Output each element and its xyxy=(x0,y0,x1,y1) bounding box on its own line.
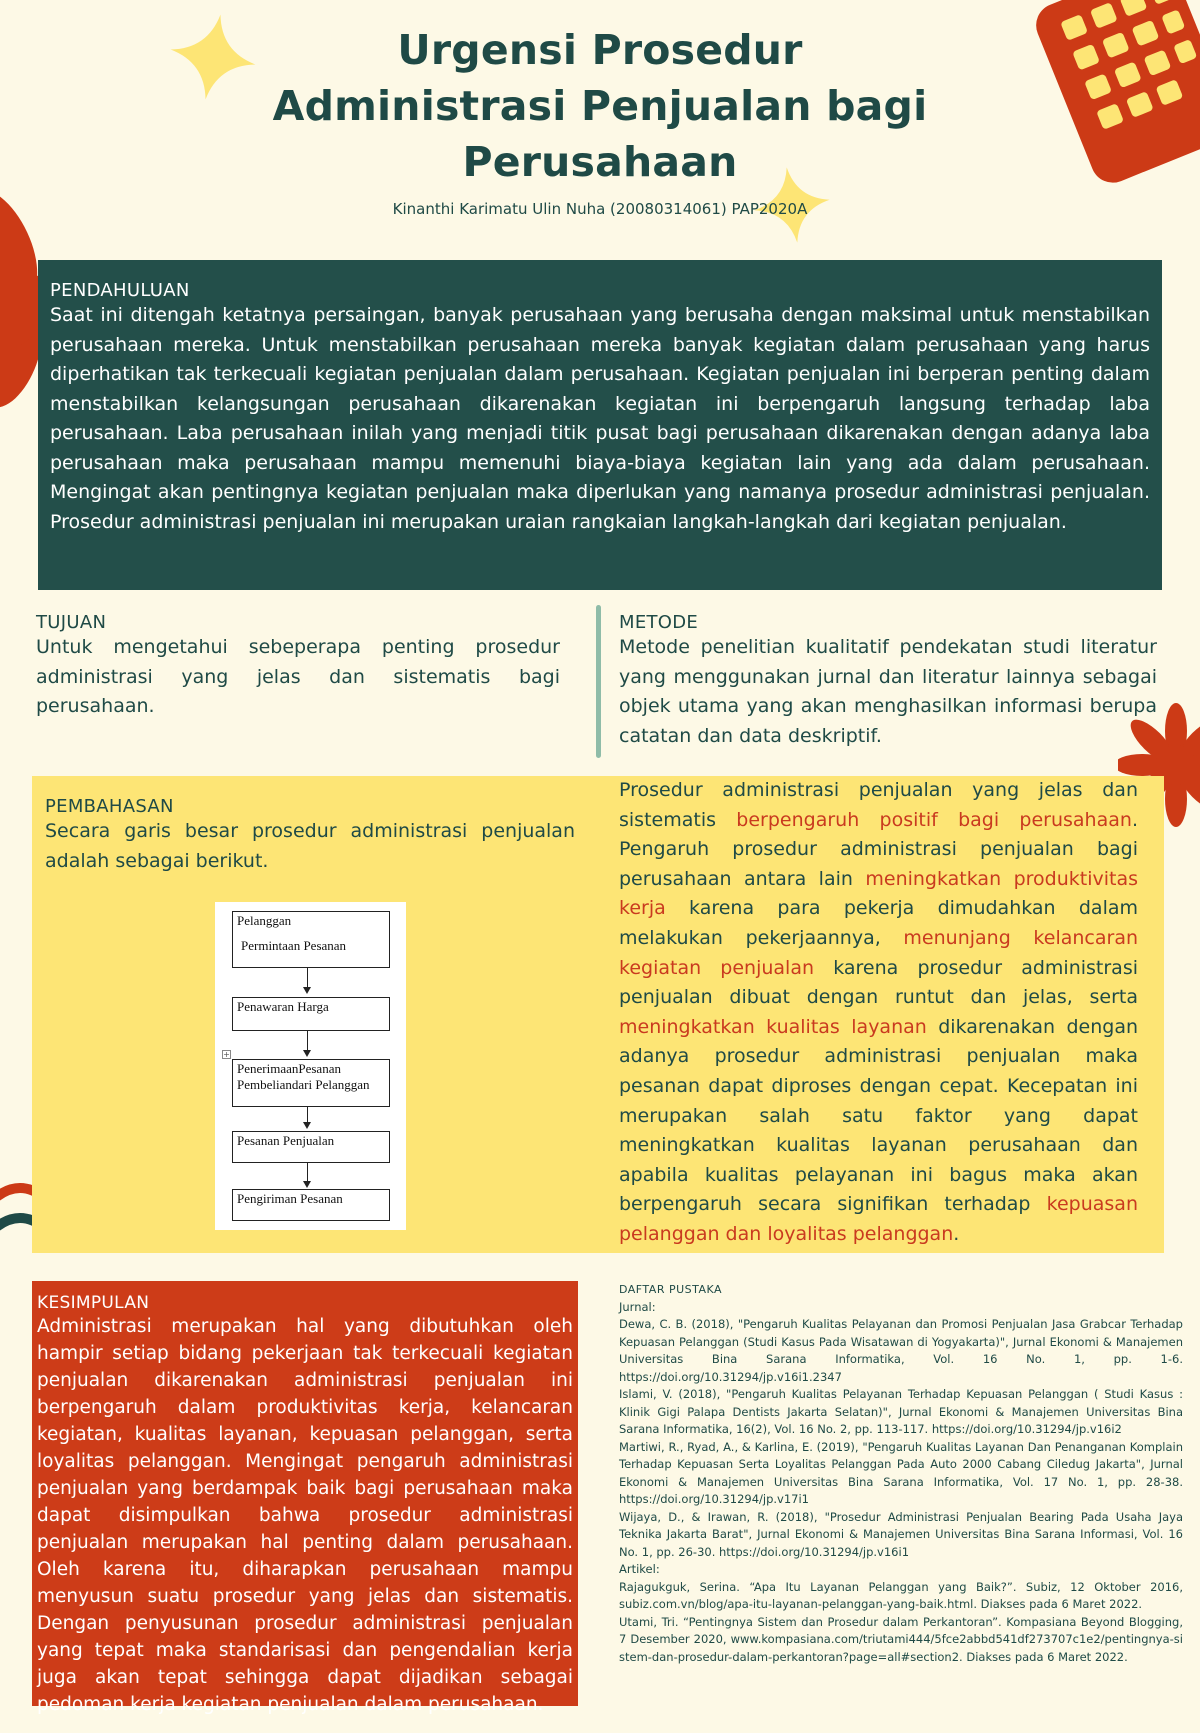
pembahasan-intro: Secara garis besar prosedur administrasi penjualan adalah sebagai berikut. xyxy=(45,820,575,872)
flow-step-5-label: Pengiriman Pesanan xyxy=(237,1191,343,1206)
body-text: dikarenakan dengan adanya prosedur administrasi penjualan maka pesanan dapat diproses dengan cepat. Kecepatan ini merupakan salah satu faktor yang dapat meningkatkan kualitas layanan perusahaan dan apabila kualitas pelayanan ini bagus maka akan berpengaruh secara signifikan terhadap xyxy=(619,1015,1138,1216)
flow-move-handle-icon: + xyxy=(223,1050,230,1059)
author-line: Kinanthi Karimatu Ulin Nuha (20080314061) PAP2020A xyxy=(392,200,808,218)
pembahasan-section xyxy=(45,796,575,876)
title-line-1: Urgensi Prosedur xyxy=(397,26,803,74)
procedure-flowchart xyxy=(215,902,406,1230)
reference-item: Rajagukguk, Serina. “Apa Itu Layanan Pelanggan yang Baik?”. Subiz, 12 Oktober 2016, subiz.com.vn/blog/apa-itu-layanan-pelanggan-yang-baik.html. Diakses pada 6 Maret 2022. xyxy=(619,1579,1183,1611)
tujuan-body: Untuk mengetahui sebeperapa penting prosedur administrasi yang jelas dan sistematis bagi perusahaan. xyxy=(36,636,560,718)
daftar-pustaka-heading: DAFTAR PUSTAKA xyxy=(619,1283,723,1296)
pendahuluan-body: Saat ini ditengah ketatnya persaingan, banyak perusahaan yang berusaha dengan maksimal untuk menstabilkan perusahaan mereka. Untuk menstabilkan perusahaan mereka banyak kegiatan dalam perusahaan yang harus diperhatikan tak terkecuali kegiatan penjualan dalam perusahaan. Kegiatan penjualan ini berperan penting dalam menstabilkan kelangsungan perusahaan dikarenakan kegiatan ini berpengaruh langsung terhadap laba perusahaan. Laba perusahaan inilah yang menjadi titik pusat bagi perusahaan dikarenakan dengan adanya laba perusahaan maka perusahaan mampu memenuhi biaya-biaya kegiatan lain yang ada dalam perusahaan. Mengingat akan pentingnya kegiatan penjualan maka diperlukan yang namanya prosedur administrasi penjualan. Prosedur administrasi penjualan ini merupakan uraian rangkaian langkah-langkah dari kegiatan penjualan. xyxy=(50,304,1150,533)
flow-step-pelanggan xyxy=(232,911,390,968)
daftar-pustaka-section xyxy=(619,1281,1183,1666)
highlight-text: meningkatkan produktivitas kerja xyxy=(619,867,1138,920)
highlight-text: meningkatkan kualitas layanan xyxy=(619,1015,927,1038)
body-text: . xyxy=(953,1222,960,1245)
flow-step-pengiriman xyxy=(232,1189,390,1221)
reference-item: Martiwi, R., Ryad, A., & Karlina, E. (2019), "Pengaruh Kualitas Layanan Dan Penanganan Komplain Terhadap Kepuasan Serta Loyalitas Pelanggan Pada Auto 2000 Cabang Ciledug Jakarta", Jurnal Ekonomi & Manajemen Universitas Bina Sarana Informatika, Vol. 17 No. 1, pp. 28-38. https://doi.org/10.31294/jp.v17i1 xyxy=(619,1439,1183,1506)
pembahasan-body xyxy=(619,776,1138,1250)
kesimpulan-body: Administrasi merupakan hal yang dibutuhkan oleh hampir setiap bidang pekerjaan tak terkecuali kegiatan penjualan dikarenakan administrasi penjualan ini berpengaruh dalam produktivitas kerja, kelancaran kegiatan, kualitas layanan, kepuasan pelanggan, serta loyalitas pelanggan. Mengingat pengaruh administrasi penjualan yang berdampak baik bagi perusahaan maka dapat disimpulkan bahwa prosedur administrasi penjualan merupakan hal penting dalam perusahaan. Oleh karena itu, diharapkan perusahaan mampu menyusun suatu prosedur yang jelas dan sistematis. Dengan penyusunan prosedur administrasi penjualan yang tepat maka standarisasi dan pengendalian kerja juga akan tepat sehingga dapat dijadikan sebagai pedoman kerja kegiatan penjualan dalam perusahaan. xyxy=(37,1316,573,1715)
metode-heading: METODE xyxy=(619,612,699,633)
body-text: Prosedur administrasi penjualan yang jelas dan sistematis xyxy=(619,779,1138,831)
tujuan-heading: TUJUAN xyxy=(36,612,107,633)
tujuan-section xyxy=(36,612,560,722)
jurnal-label: Jurnal: xyxy=(619,1299,656,1314)
kesimpulan-section xyxy=(32,1281,578,1715)
kesimpulan-heading: KESIMPULAN xyxy=(37,1293,150,1313)
highlight-text: kepuasan pelanggan dan loyalitas pelanggan xyxy=(619,1193,1138,1245)
flow-step-1a-label: Pelanggan xyxy=(237,913,292,928)
flow-arrow xyxy=(307,1163,308,1183)
highlight-text: berpengaruh positif bagi perusahaan xyxy=(736,808,1132,831)
flow-step-3b-label: Pembeliandari Pelanggan xyxy=(237,1077,370,1092)
flow-arrow xyxy=(307,968,308,989)
body-text: . Pengaruh prosedur administrasi penjualan bagi perusahaan antara lain xyxy=(619,808,1138,890)
flow-step-1b-label: Permintaan Pesanan xyxy=(241,938,347,953)
reference-item: Wijaya, D., & Irawan, R. (2018), "Prosedur Administrasi Penjualan Bearing Pada Usaha Jaya Teknika Jakarta Barat", Jurnal Ekonomi & Manajemen Universitas Bina Sarana Informasi, Vol. 16 No. 1, pp. 26-30. https://doi.org/10.31294/jp.v16i1 xyxy=(619,1509,1183,1559)
highlight-text: menunjang kelancaran kegiatan penjualan xyxy=(619,926,1138,979)
reference-item: Dewa, C. B. (2018), "Pengaruh Kualitas Pelayanan dan Promosi Penjualan Jasa Grabcar Terhadap Kepuasan Pelanggan (Studi Kasus Pada Wisatawan di Yogyakarta)", Jurnal Ekonomi & Manajemen Universitas Bina Sarana Informatika, Vol. 16 No. 1, pp. 1-6. https://doi.org/10.31294/jp.v16i1.2347 xyxy=(619,1317,1183,1384)
poster-title xyxy=(200,22,1000,190)
artikel-label: Artikel: xyxy=(619,1562,660,1576)
flow-step-4-label: Pesanan Penjualan xyxy=(237,1133,335,1148)
calculator-decoration xyxy=(1030,0,1200,190)
pembahasan-heading: PEMBAHASAN xyxy=(45,796,174,817)
section-divider xyxy=(596,605,601,758)
metode-body: Metode penelitian kualitatif pendekatan studi literatur yang menggunakan jurnal dan literatur lainnya sebagai objek utama yang akan menghasilkan informasi berupa catatan dan data deskriptif. xyxy=(619,636,1157,747)
reference-item: Utami, Tri. “Pentingnya Sistem dan Prosedur dalam Perkantoran”. Kompasiana Beyond Blogging, 7 Desember 2020, www.kompasiana.com/triutami444/5fce2abbd541df273707c1e2/pentingnya-sistem-dan-prosedur-dalam-perkantoran?page=all#section2. Diakses pada 6 Maret 2022. xyxy=(619,1614,1183,1664)
title-line-2: Administrasi Penjualan bagi xyxy=(272,82,928,130)
flow-arrow xyxy=(307,1107,308,1124)
pendahuluan-heading: PENDAHULUAN xyxy=(50,280,190,301)
body-text: karena prosedur administrasi penjualan dibuat dengan runtut dan jelas, serta xyxy=(619,956,1138,1009)
flow-step-pesanan xyxy=(232,1131,390,1163)
flow-step-3a-label: PenerimaanPesanan xyxy=(237,1061,341,1076)
flow-step-2-label: Penawaran Harga xyxy=(237,999,329,1014)
flow-step-penerimaan xyxy=(232,1059,390,1107)
reference-item: Islami, V. (2018), "Pengaruh Kualitas Pelayanan Terhadap Kepuasan Pelanggan ( Studi Kasus : Klinik Gigi Palapa Dentists Jakarta Selatan)", Jurnal Ekonomi & Manajemen Universitas Bina Sarana Informatika, 16(2), Vol. 16 No. 2, pp. 113-117. https://doi.org/10.31294/jp.v16i2 xyxy=(619,1387,1183,1436)
body-text: karena para pekerja dimudahkan dalam melakukan pekerjaannya, xyxy=(619,897,1138,949)
flow-arrow xyxy=(307,1031,308,1052)
metode-section xyxy=(619,612,1157,751)
pembahasan-paragraph xyxy=(619,776,1138,1250)
flow-step-penawaran xyxy=(232,997,390,1031)
pendahuluan-section xyxy=(38,260,1162,590)
title-line-3: Perusahaan xyxy=(462,138,738,186)
